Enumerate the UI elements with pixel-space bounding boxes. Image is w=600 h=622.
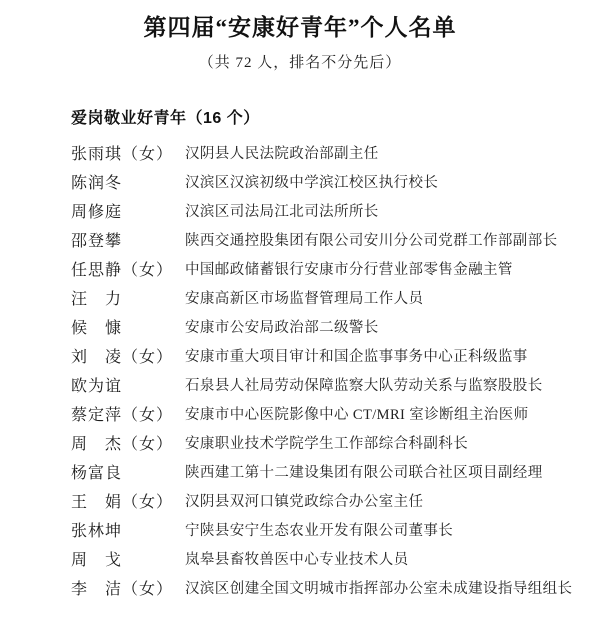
person-position: 汉阴县双河口镇党政综合办公室主任 [185,494,424,510]
person-name: 刘 凌（女） [71,349,174,366]
list-item [0,457,600,486]
person-position: 石泉县人社局劳动保障监察大队劳动关系与监察股股长 [185,378,543,394]
list-item [0,573,600,602]
person-name: 杨富良 [71,465,123,482]
person-position: 陕西建工第十二建设集团有限公司联合社区项目副经理 [185,465,543,481]
person-position: 安康市中心医院影像中心 CT/MRI 室诊断组主治医师 [185,407,529,423]
page-subtitle: （共 72 人，排名不分先后） [198,55,402,71]
person-position: 汉阴县人民法院政治部副主任 [185,146,379,162]
list-item [0,167,600,196]
list-item [0,138,600,167]
list-item [0,428,600,457]
list-item [0,283,600,312]
person-name: 周 戈 [71,552,123,569]
list-item [0,515,600,544]
list-item [0,486,600,515]
person-position: 汉滨区司法局江北司法所所长 [185,204,379,220]
person-position: 汉滨区汉滨初级中学滨江校区执行校长 [185,175,439,191]
person-position: 宁陕县安宁生态农业开发有限公司董事长 [185,523,454,539]
person-position: 安康市重大项目审计和国企监事事务中心正科级监事 [185,349,528,365]
section-heading: 爱岗敬业好青年（16 个） [71,110,260,127]
person-position: 岚皋县畜牧兽医中心专业技术人员 [185,552,409,568]
list-item [0,370,600,399]
person-name: 欧为谊 [71,378,123,395]
page-title: 第四届“安康好青年”个人名单 [143,15,457,40]
person-position: 汉滨区创建全国文明城市指挥部办公室未成建设指导组组长 [185,581,573,597]
person-name: 任思静（女） [71,262,174,279]
person-position: 安康高新区市场监督管理局工作人员 [185,291,424,307]
person-name: 汪 力 [71,291,123,308]
person-name: 张雨琪（女） [71,146,174,163]
person-position: 陕西交通控股集团有限公司安川分公司党群工作部副部长 [185,233,558,249]
person-name: 李 洁（女） [71,581,174,598]
person-name: 蔡定萍（女） [71,407,174,424]
person-position: 中国邮政储蓄银行安康市分行营业部零售金融主管 [185,262,513,278]
list-item [0,399,600,428]
person-name: 王 娟（女） [71,494,174,511]
honor-list [0,138,600,602]
list-item [0,544,600,573]
person-name: 张林坤 [71,523,123,540]
list-item [0,196,600,225]
list-item [0,225,600,254]
person-position: 安康市公安局政治部二级警长 [185,320,379,336]
person-name: 邵登攀 [71,233,123,250]
person-name: 周 杰（女） [71,436,174,453]
list-item [0,312,600,341]
person-name: 陈润冬 [71,175,123,192]
person-position: 安康职业技术学院学生工作部综合科副科长 [185,436,469,452]
list-item [0,341,600,370]
list-item [0,254,600,283]
person-name: 周修庭 [71,204,123,221]
person-name: 候 慷 [71,320,123,337]
